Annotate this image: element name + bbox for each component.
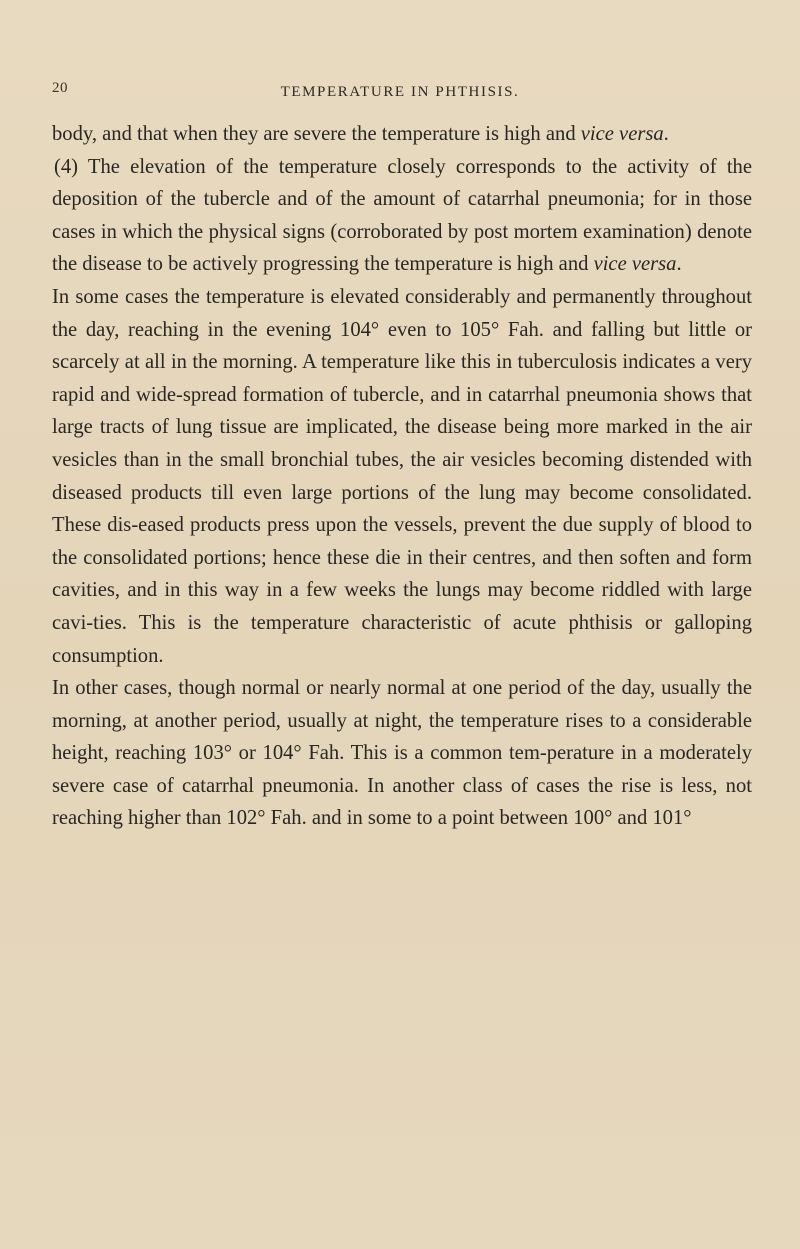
paragraph-2 (52, 151, 752, 281)
paragraph-2-end: . (676, 253, 682, 276)
paragraph-1-text: body, and that when they are severe the temperature is high and (52, 123, 581, 145)
paragraph-4 (52, 672, 752, 835)
running-head: TEMPERATURE IN PHTHISIS. (280, 84, 520, 100)
paragraph-2-italic: vice versa (593, 253, 677, 276)
paragraph-1 (52, 118, 752, 151)
paragraph-1-italic: vice versa (580, 123, 664, 145)
paragraph-4-text: In other cases, though normal or nearly normal at one period of the day, usually the morning, at another period, usually at night, the temperature rises to a considerable height, reaching 103° or 104° Fah. This is a common tem-perature in a moderately severe case of catarrhal pneumonia. In another class of cases the rise is less, not reaching higher than 102° Fah. and in some to a point between 100° and 101° (52, 677, 752, 830)
paragraph-1-end: . (663, 123, 669, 145)
body-text (52, 118, 752, 835)
paragraph-3 (52, 281, 752, 672)
paragraph-3-text: In some cases the temperature is elevated considerably and permanently throughout the day, reaching in the evening 104° even to 105° Fah. and falling but little or scarcely at all in the morning. A temperature like this in tuberculosis indicates a very rapid and wide-spread formation of tubercle, and in catarrhal pneumonia shows that large tracts of lung tissue are implicated, the disease being more marked in the air vesicles than in the small bronchial tubes, the air vesicles becoming distended with diseased products till even large portions of the lung may become consolidated. These dis-eased products press upon the vessels, prevent the due supply of blood to the consolidated portions; hence these die in their centres, and then soften and form cavities, and in this way in a few weeks the lungs may become riddled with large cavi-ties. This is the temperature characteristic of acute phthisis or galloping consumption. (52, 285, 752, 667)
page-number: 20 (52, 80, 68, 96)
paragraph-2-text: (4) The elevation of the temperature closely corresponds to the activity of the deposition of the tubercle and of the amount of catarrhal pneumonia; for in those cases in which the physical signs (corroborated by post mortem examination) denote the disease to be actively progressing the temperature is high and (52, 155, 752, 276)
